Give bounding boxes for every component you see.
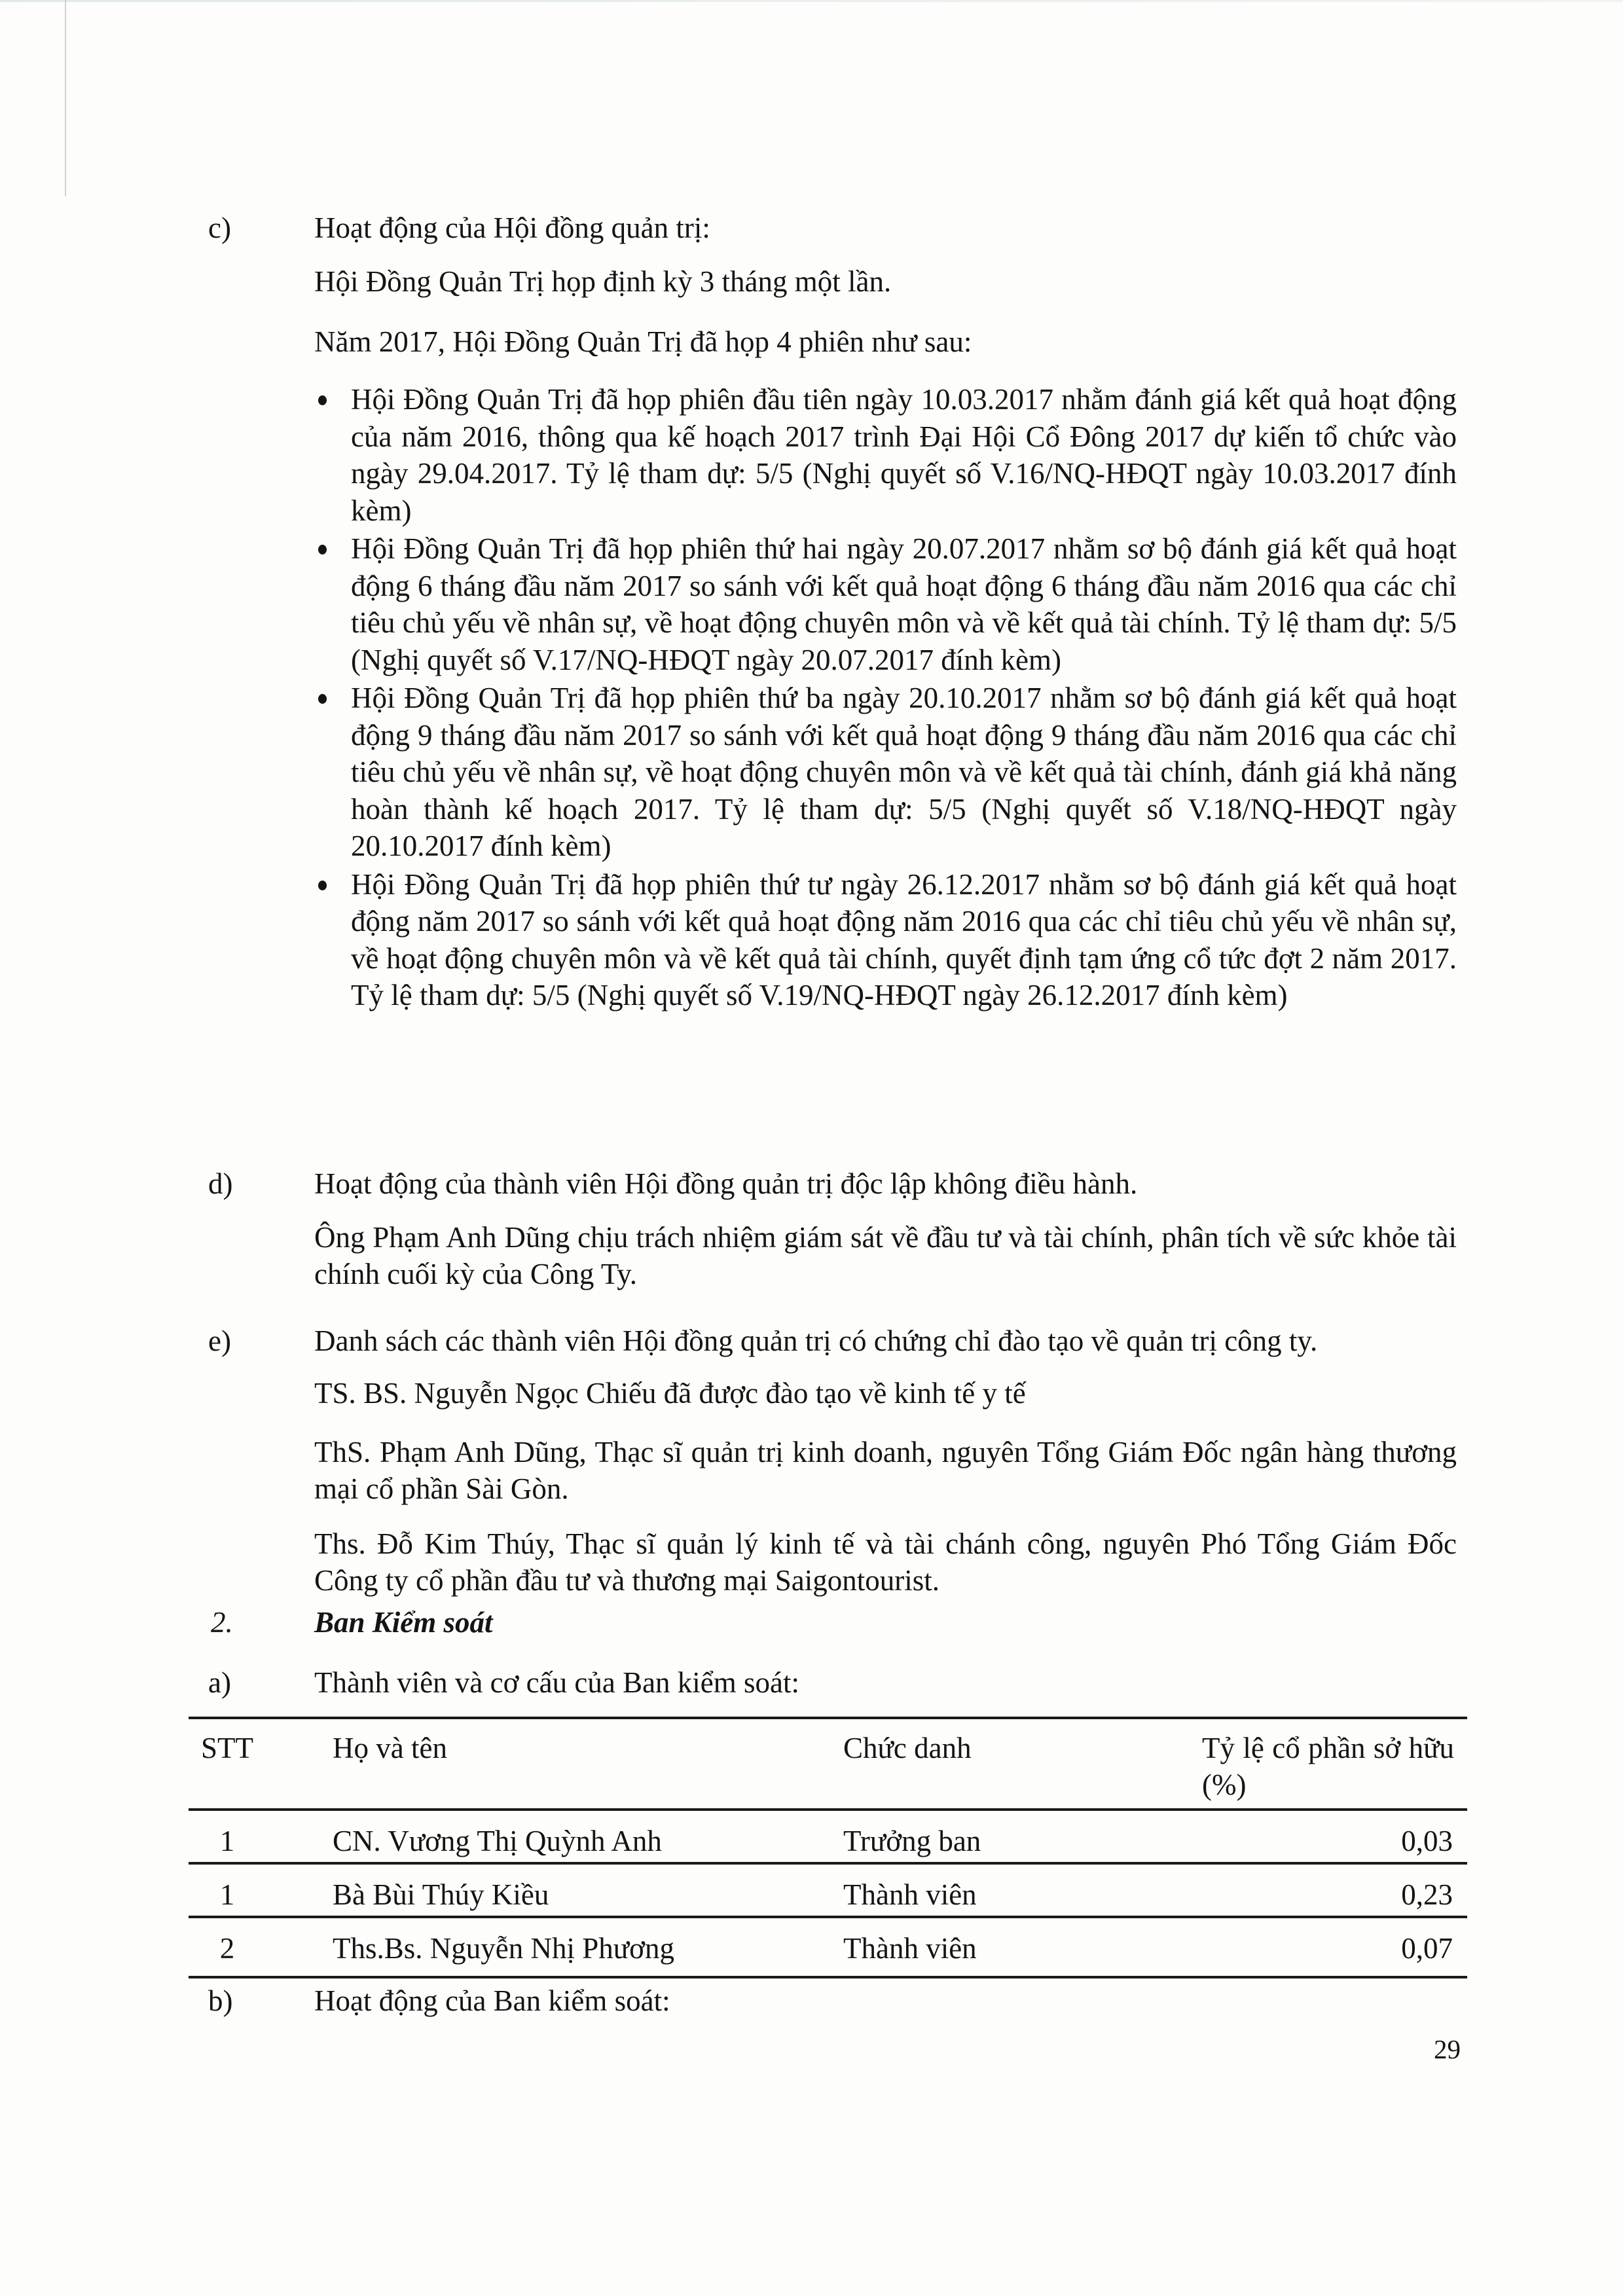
cell-role: Thành viên: [843, 1932, 977, 1965]
section-d-label: d): [208, 1167, 233, 1200]
section-2b-title: Hoạt động của Ban kiểm soát:: [314, 1984, 670, 2017]
section-d-body: Ông Phạm Anh Dũng chịu trách nhiệm giám sát về đầu tư và tài chính, phân tích về sức khỏe tài chính cuối kỳ của Công Ty.: [314, 1221, 1457, 1290]
section-d-title: Hoạt động của thành viên Hội đồng quản trị độc lập không điều hành.: [314, 1167, 1138, 1200]
cell-name: CN. Vương Thị Quỳnh Anh: [333, 1825, 662, 1857]
meeting-list-item: [314, 381, 1457, 529]
cell-name: Ths.Bs. Nguyễn Nhị Phương: [333, 1932, 674, 1965]
section-e-entry: ThS. Phạm Anh Dũng, Thạc sĩ quản trị kinh doanh, nguyên Tổng Giám Đốc ngân hàng thương mại cổ phần Sài Gòn.: [314, 1436, 1457, 1505]
cell-ownership: 0,03: [1401, 1825, 1453, 1857]
meeting-list-item: [314, 530, 1457, 678]
section-e-label: e): [208, 1324, 231, 1357]
header-name: Họ và tên: [333, 1732, 447, 1764]
section-e-entry: TS. BS. Nguyễn Ngọc Chiếu đã được đào tạo về kinh tế y tế: [314, 1377, 1026, 1410]
cell-role: Trưởng ban: [843, 1825, 981, 1857]
cell-stt: 1: [219, 1878, 235, 1911]
cell-stt: 1: [219, 1825, 235, 1857]
bullet-icon: [318, 881, 327, 890]
section-2b-label: b): [208, 1984, 233, 2017]
section-c-label: c): [208, 211, 231, 244]
section-2-number: 2.: [211, 1606, 233, 1639]
meeting-text: Hội Đồng Quản Trị đã họp phiên thứ tư ngày 26.12.2017 nhằm sơ bộ đánh giá kết quả hoạt động năm 2017 so sánh với kết quả hoạt động năm 2016 qua các chỉ tiêu chủ yếu về nhân sự, về hoạt động chuyên môn và về kết quả tài chính, quyết định tạm ứng cổ tức đợt 2 năm 2017. Tỷ lệ tham dự: 5/5 (Nghị quyết số V.19/NQ-HĐQT ngày 26.12.2017 đính kèm): [351, 867, 1457, 1011]
bullet-icon: [318, 395, 327, 405]
meeting-list-item: [314, 866, 1457, 1014]
cell-name: Bà Bùi Thúy Kiều: [333, 1878, 549, 1911]
table-rule: [189, 1862, 1467, 1865]
meeting-list-item: [314, 680, 1457, 865]
meeting-text: Hội Đồng Quản Trị đã họp phiên đầu tiên ngày 10.03.2017 nhằm đánh giá kết quả hoạt động của năm 2016, thông qua kế hoạch 2017 trình Đại Hội Cổ Đông 2017 dự kiến tổ chức vào ngày 29.04.2017. Tỷ lệ tham dự: 5/5 (Nghị quyết số V.16/NQ-HĐQT ngày 10.03.2017 đính kèm): [351, 383, 1457, 527]
cell-role: Thành viên: [843, 1878, 977, 1911]
meeting-text: Hội Đồng Quản Trị đã họp phiên thứ hai ngày 20.07.2017 nhằm sơ bộ đánh giá kết quả hoạt động 6 tháng đầu năm 2017 so sánh với kết quả hoạt động 6 tháng đầu năm 2016 qua các chỉ tiêu chủ yếu về nhân sự, về hoạt động chuyên môn và về kết quả tài chính. Tỷ lệ tham dự: 5/5 (Nghị quyết số V.17/NQ-HĐQT ngày 20.07.2017 đính kèm): [351, 532, 1457, 676]
bullet-icon: [318, 694, 327, 704]
header-stt: STT: [200, 1732, 253, 1764]
table-rule: [189, 1916, 1467, 1918]
section-c-title: Hoạt động của Hội đồng quản trị:: [314, 211, 710, 244]
table-rule: [189, 1808, 1467, 1811]
header-role: Chức danh: [843, 1732, 972, 1764]
section-e-title: Danh sách các thành viên Hội đồng quản trị có chứng chỉ đào tạo về quản trị công ty.: [314, 1324, 1318, 1357]
cell-ownership: 0,07: [1401, 1932, 1453, 1965]
page-number: 29: [1434, 2034, 1461, 2064]
cell-ownership: 0,23: [1401, 1878, 1453, 1911]
section-c-para-2: Năm 2017, Hội Đồng Quản Trị đã họp 4 phiên như sau:: [314, 325, 972, 358]
section-c-para-1: Hội Đồng Quản Trị họp định kỳ 3 tháng một lần.: [314, 265, 892, 298]
section-2-title: Ban Kiểm soát: [314, 1606, 493, 1639]
section-e-entry: Ths. Đỗ Kim Thúy, Thạc sĩ quản lý kinh tế và tài chánh công, nguyên Phó Tổng Giám Đốc Công ty cổ phần đầu tư và thương mại Saigontourist.: [314, 1527, 1457, 1597]
table-rule: [189, 1717, 1467, 1719]
cell-stt: 2: [219, 1932, 235, 1965]
header-ownership: Tỷ lệ cổ phần sở hữu (%): [1202, 1732, 1454, 1801]
table-rule: [189, 1976, 1467, 1978]
meeting-text: Hội Đồng Quản Trị đã họp phiên thứ ba ngày 20.10.2017 nhằm sơ bộ đánh giá kết quả hoạt động 9 tháng đầu năm 2017 so sánh với kết quả hoạt động 9 tháng đầu năm 2016 qua các chỉ tiêu chủ yếu về nhân sự, về hoạt động chuyên môn và về kết quả tài chính, đánh giá khả năng hoàn thành kế hoạch 2017. Tỷ lệ tham dự: 5/5 (Nghị quyết số V.18/NQ-HĐQT ngày 20.10.2017 đính kèm): [351, 682, 1457, 862]
meeting-list: [314, 381, 1457, 1015]
section-2a-label: a): [208, 1666, 231, 1699]
bullet-icon: [318, 545, 327, 555]
section-2a-title: Thành viên và cơ cấu của Ban kiểm soát:: [314, 1666, 800, 1699]
